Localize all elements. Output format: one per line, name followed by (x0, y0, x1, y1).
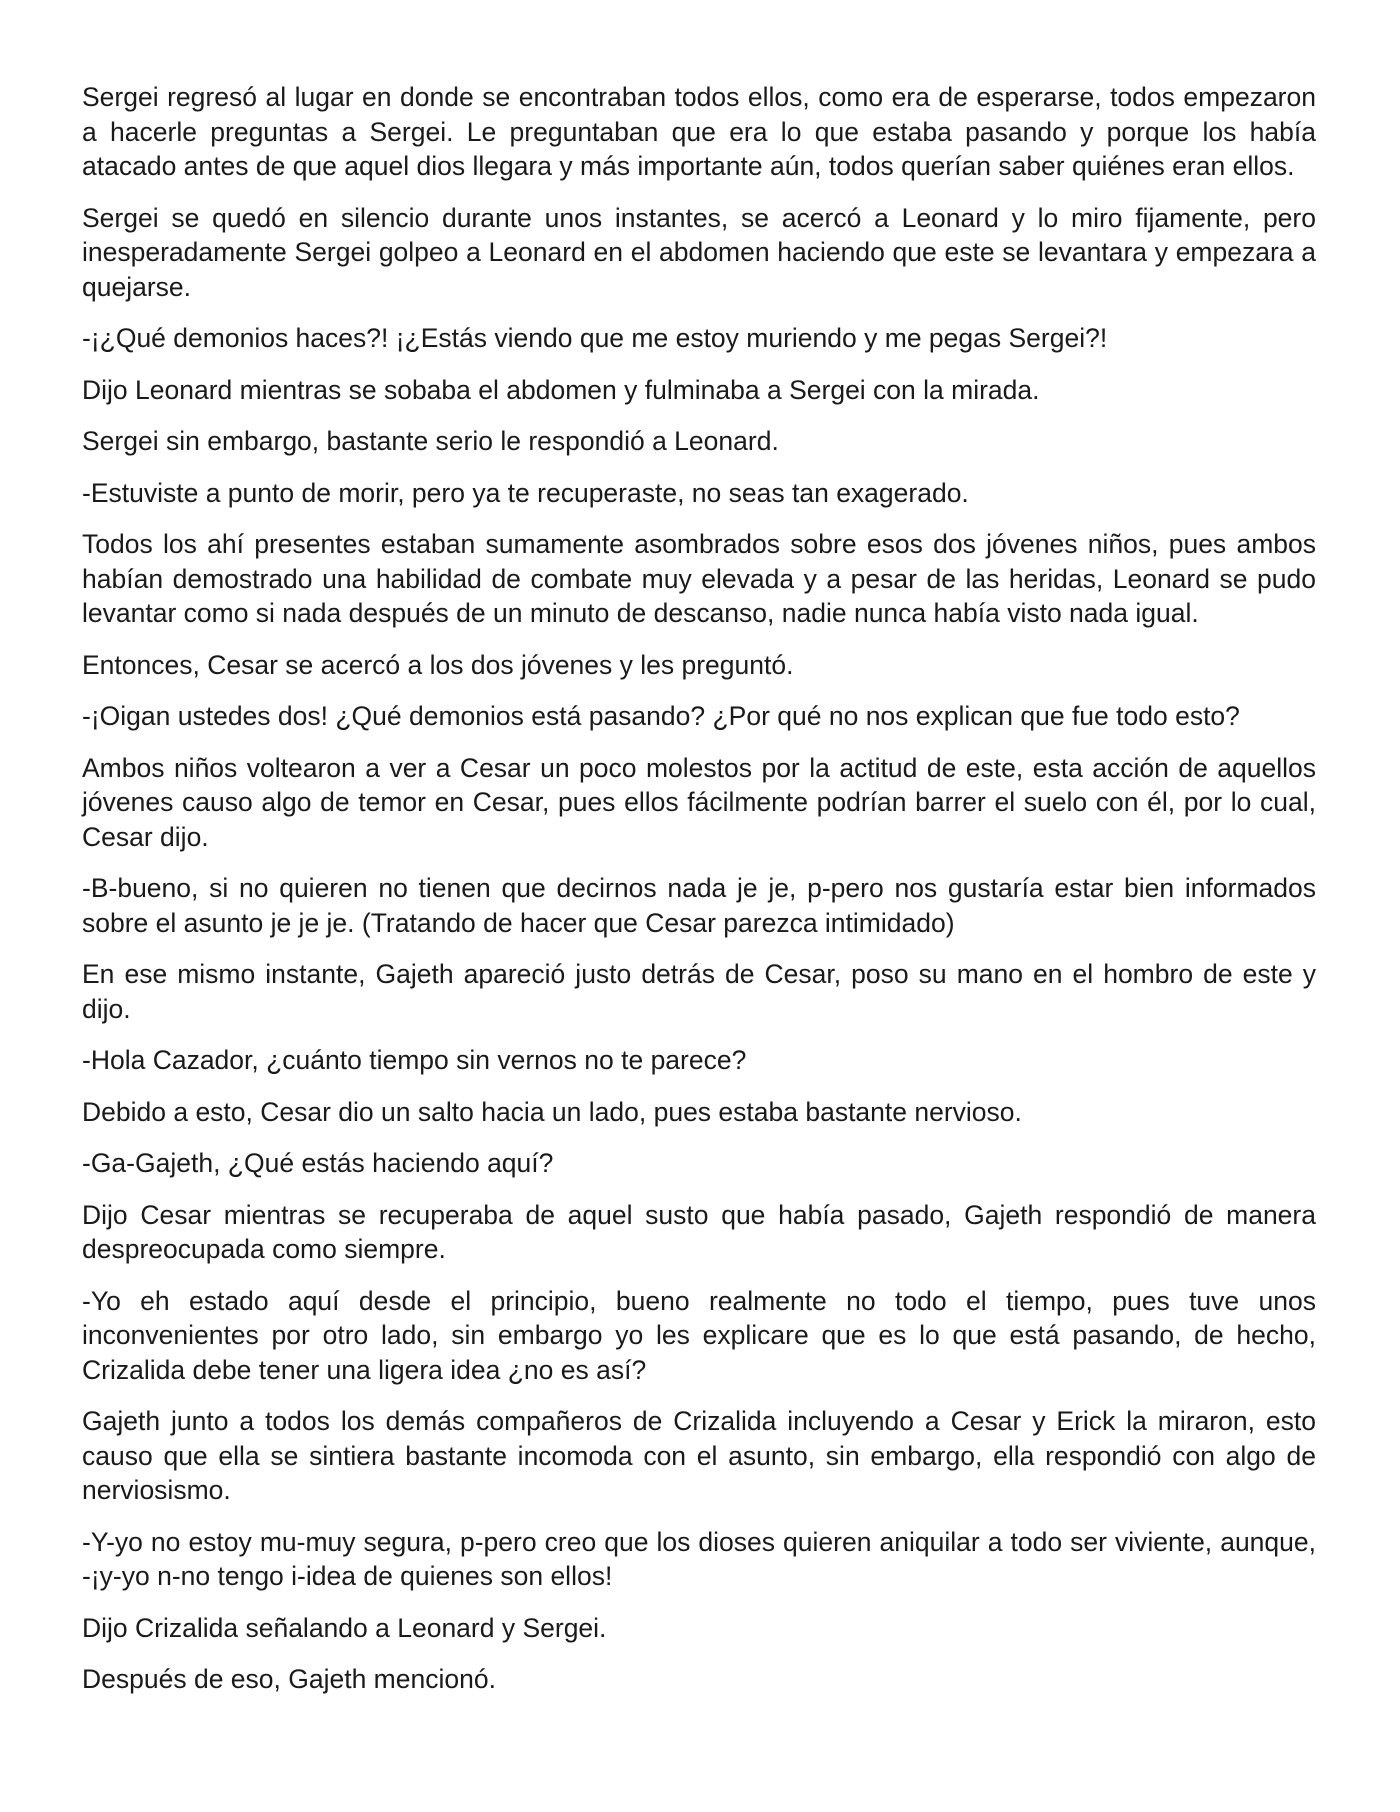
paragraph: -B-bueno, si no quieren no tienen que decirnos nada je je, p-pero nos gustaría estar bien informados sobre el asunto je je je. (Tratando de hacer que Cesar parezca intimidado) (82, 873, 1316, 938)
paragraph: -Y-yo no estoy mu-muy segura, p-pero creo que los dioses quieren aniquilar a todo ser viviente, aunque, -¡y-yo n-no tengo i-idea de quienes son ellos! (82, 1526, 1316, 1591)
paragraph: Sergei regresó al lugar en donde se encontraban todos ellos, como era de esperarse, todos empezaron a hacerle preguntas a Sergei. Le preguntaban que era lo que estaba pasando y porque los había atacado antes de que aquel dios llegara y más importante aún, todos querían saber quiénes eran ellos. (82, 82, 1316, 181)
paragraph: Debido a esto, Cesar dio un salto hacia un lado, pues estaba bastante nervioso. (82, 1096, 1022, 1127)
paragraph: Gajeth junto a todos los demás compañeros de Crizalida incluyendo a Cesar y Erick la miraron, esto causo que ella se sintiera bastante incomoda con el asunto, sin embargo, ella respondió con algo de nerviosismo. (82, 1406, 1316, 1505)
paragraph: Dijo Cesar mientras se recuperaba de aquel susto que había pasado, Gajeth respondió de manera despreocupada como siempre. (82, 1199, 1316, 1264)
paragraph: Sergei se quedó en silencio durante unos instantes, se acercó a Leonard y lo miro fijamente, pero inesperadamente Sergei golpeo a Leonard en el abdomen haciendo que este se levantara y empezara a quejarse. (82, 202, 1316, 302)
paragraph: -¡¿Qué demonios haces?! ¡¿Estás viendo que me estoy muriendo y me pegas Sergei?! (82, 323, 1108, 353)
paragraph: Dijo Leonard mientras se sobaba el abdomen y fulminaba a Sergei con la mirada. (82, 374, 1040, 405)
paragraph: -Hola Cazador, ¿cuánto tiempo sin vernos no te parece? (82, 1045, 747, 1075)
paragraph: En ese mismo instante, Gajeth apareció justo detrás de Cesar, poso su mano en el hombro de este y dijo. (82, 959, 1316, 1024)
paragraph: Después de eso, Gajeth mencionó. (82, 1664, 496, 1694)
paragraph: Entonces, Cesar se acercó a los dos jóvenes y les preguntó. (82, 649, 794, 680)
paragraph: Dijo Crizalida señalando a Leonard y Sergei. (82, 1612, 607, 1643)
paragraph: Todos los ahí presentes estaban sumamente asombrados sobre esos dos jóvenes niños, pues ambos habían demostrado una habilidad de combate muy elevada y a pesar de las heridas, Leonard se pudo levantar como si nada después de un minuto de descanso, nadie nunca había visto nada igual. (82, 529, 1316, 628)
document-page (82, 80, 1316, 1714)
paragraph: -Yo eh estado aquí desde el principio, bueno realmente no todo el tiempo, pues tuve unos inconvenientes por otro lado, sin embargo yo les explicare que es lo que está pasando, de hecho, Crizalida debe tener una ligera idea ¿no es así? (82, 1285, 1316, 1385)
paragraph: -¡Oigan ustedes dos! ¿Qué demonios está pasando? ¿Por qué no nos explican que fue todo esto? (82, 701, 1240, 731)
paragraph: -Estuviste a punto de morir, pero ya te recuperaste, no seas tan exagerado. (82, 477, 969, 508)
paragraph: -Ga-Gajeth, ¿Qué estás haciendo aquí? (82, 1148, 554, 1178)
paragraph: Ambos niños voltearon a ver a Cesar un poco molestos por la actitud de este, esta acción de aquellos jóvenes causo algo de temor en Cesar, pues ellos fácilmente podrían barrer el suelo con él, por lo cual, Cesar dijo. (82, 752, 1316, 852)
paragraph: Sergei sin embargo, bastante serio le respondió a Leonard. (82, 426, 779, 456)
